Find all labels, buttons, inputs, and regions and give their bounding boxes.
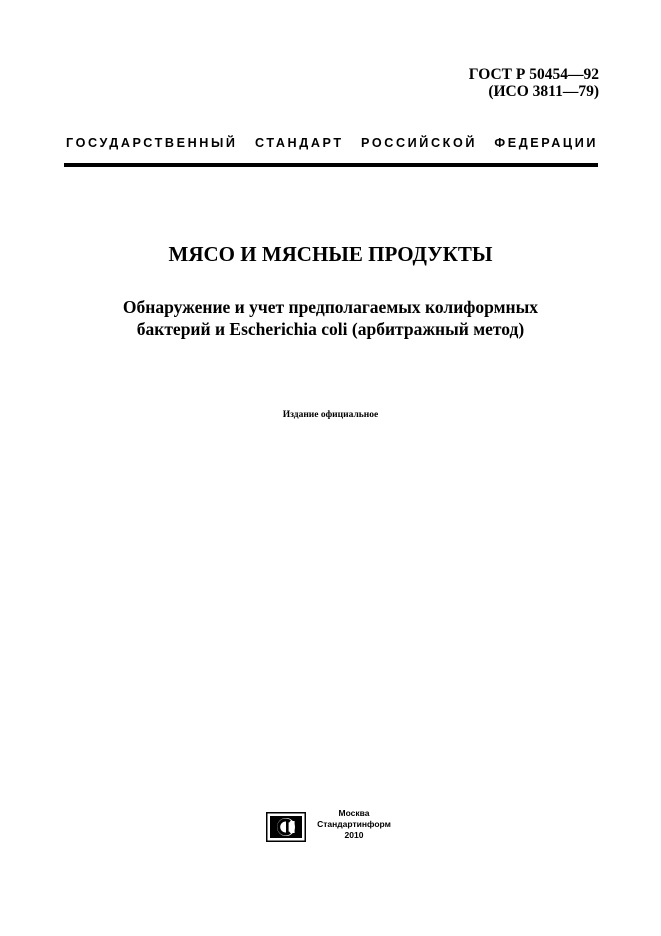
- publisher-block: [266, 808, 396, 848]
- imprint-publisher: Стандартинформ: [317, 819, 391, 829]
- document-subtitle: [0, 296, 661, 340]
- imprint-text: [310, 808, 398, 841]
- imprint-year: 2010: [344, 830, 364, 840]
- subtitle-line-1: Обнаружение и учет предполагаемых колиформных: [122, 297, 539, 317]
- standard-designation: [469, 66, 599, 100]
- standard-number: ГОСТ Р 50454—92: [468, 66, 599, 83]
- standartinform-logo-icon: [266, 812, 306, 842]
- edition-label: Издание официальное: [282, 410, 379, 420]
- header-rule: [64, 163, 598, 167]
- document-title: МЯСО И МЯСНЫЕ ПРОДУКТЫ: [168, 242, 493, 266]
- iso-equivalent: (ИСО 3811—79): [488, 83, 599, 100]
- subtitle-line-2: бактерий и Escherichia coli (арбитражный метод): [136, 319, 525, 339]
- organization-line: ГОСУДАРСТВЕННЫЙ СТАНДАРТ РОССИЙСКОЙ ФЕДЕРАЦИИ: [66, 136, 598, 150]
- imprint-city: Москва: [338, 808, 370, 818]
